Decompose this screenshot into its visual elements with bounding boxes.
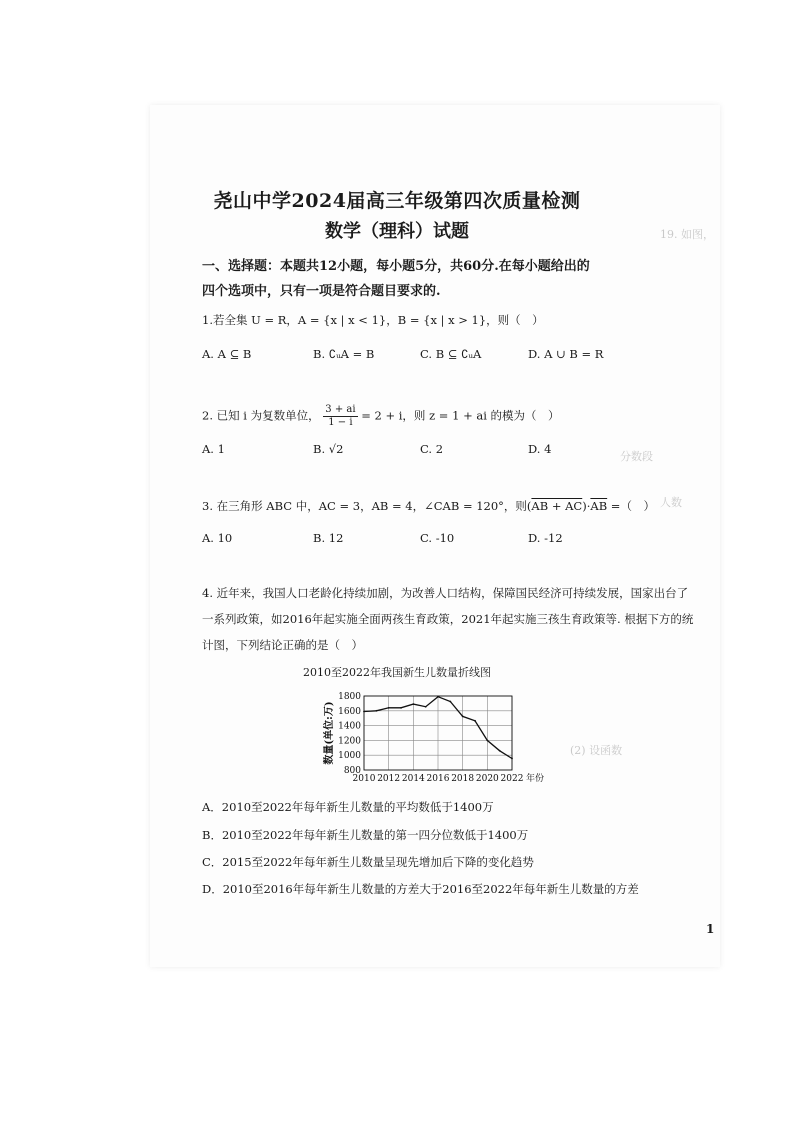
chart-grid [364,696,512,770]
y-tick-label: 1400 [338,721,361,732]
section-instructions: 一、选择题：本题共12小题，每小题5分，共60分.在每小题给出的四个选项中，只有一项是符合题目要求的. [202,259,590,299]
x-tick-label: 2012 [377,774,401,784]
bleed-through-text: 19. 如图， [660,228,714,241]
x-axis-label: 年份 [526,774,545,784]
y-tick-label: 1200 [338,736,361,747]
bleed-through-text: (2) 设函数 [570,744,623,757]
data-point [425,706,427,708]
question-1-stem: 1.若全集 U = R，A = {x | x < 1}，B = {x | x > 1}，则（ ） [202,313,544,327]
q2-option-b[interactable]: B. √2 [313,442,344,456]
q3-option-b[interactable]: B. 12 [313,531,344,545]
q2-option-c[interactable]: C. 2 [420,442,444,456]
q3-option-d[interactable]: D. -12 [528,531,563,545]
q2-option-a[interactable]: A. 1 [202,442,225,456]
q1-option-c[interactable]: C. B ⊆ ∁ᵤA [420,347,482,361]
q2-stem-suffix: = 2 + i，则 z = 1 + ai 的模为（ ） [361,408,560,423]
question-4-stem-line1: 4. 近年来，我国人口老龄化持续加剧，为改善人口结构，保障国民经济可持续发展，国家出台了 [202,586,689,600]
page-number: 1 [706,922,715,936]
data-point [412,703,414,705]
y-tick-label: 800 [343,766,361,776]
q3-option-c[interactable]: C. -10 [420,531,455,545]
y-axis-label: 数量(单位:万) [324,701,335,765]
q3-vector-ab: $\overline{AB}$ [590,499,608,513]
q3-dot: )· [582,499,591,513]
x-tick-label: 2016 [426,774,450,784]
q2-fraction-numerator: 3 + ai [325,404,356,415]
births-line-chart [320,684,550,790]
q4-option-a[interactable]: A．2010至2022年每年新生儿数量的平均数低于1400万 [202,800,494,814]
data-point [363,711,365,713]
data-point [375,710,377,712]
q1-option-d[interactable]: D. A ∪ B = R [528,347,604,361]
q4-option-b[interactable]: B．2010至2022年每年新生儿数量的第一四分位数低于1400万 [202,828,529,842]
data-point [511,758,513,760]
y-tick-label: 1600 [338,706,361,717]
question-4-stem-line2: 一系列政策，如2016年起实施全面两孩生育政策，2021年起实施三孩生育政策等. 根据下方的统 [202,612,694,626]
question-4-stem-line3: 计图，下列结论正确的是（ ） [202,638,363,652]
q2-fraction-denominator: 1 − i [328,417,353,428]
q3-stem-suffix: =（ ） [607,499,655,513]
q2-fraction [323,404,357,429]
x-tick-label: 2020 [475,774,499,784]
data-point [449,701,451,703]
q1-option-b[interactable]: B. ∁ᵤA = B [313,347,375,361]
data-point [437,696,439,698]
y-tick-label: 1800 [338,692,361,702]
q1-option-a[interactable]: A. A ⊆ B [202,347,252,361]
q2-stem-prefix: 2. 已知 i 为复数单位， [202,408,320,423]
q3-option-a[interactable]: A. 10 [202,531,233,545]
data-point [462,715,464,717]
data-point [486,740,488,742]
data-point [400,707,402,709]
bleed-through-text: 人数 [660,496,682,509]
x-tick-label: 2018 [451,774,475,784]
x-tick-label: 2014 [401,774,425,784]
exam-title: 尧山中学2024届高三年级第四次质量检测 [213,190,581,212]
data-point [474,720,476,722]
q3-stem-prefix: 3. 在三角形 ABC 中，AC = 3，AB = 4，∠CAB = 120°，则( [202,499,532,513]
q2-option-d[interactable]: D. 4 [528,442,552,456]
data-point [499,750,501,752]
x-tick-label: 2022 [500,774,524,784]
bleed-through-text: 分数段 [620,450,653,463]
data-point [388,707,390,709]
chart-title: 2010至2022年我国新生儿数量折线图 [303,666,491,679]
question-2-stem [202,404,560,429]
q4-option-d[interactable]: D．2010至2016年每年新生儿数量的方差大于2016至2022年每年新生儿数量的方差 [202,882,639,896]
q4-option-c[interactable]: C．2015至2022年每年新生儿数量呈现先增加后下降的变化趋势 [202,855,534,869]
question-3-stem [202,498,655,514]
x-tick-label: 2010 [352,774,376,784]
subject-title: 数学（理科）试题 [325,221,469,242]
y-tick-label: 1000 [338,751,361,762]
q3-vector-sum: AB + AC [531,499,583,513]
